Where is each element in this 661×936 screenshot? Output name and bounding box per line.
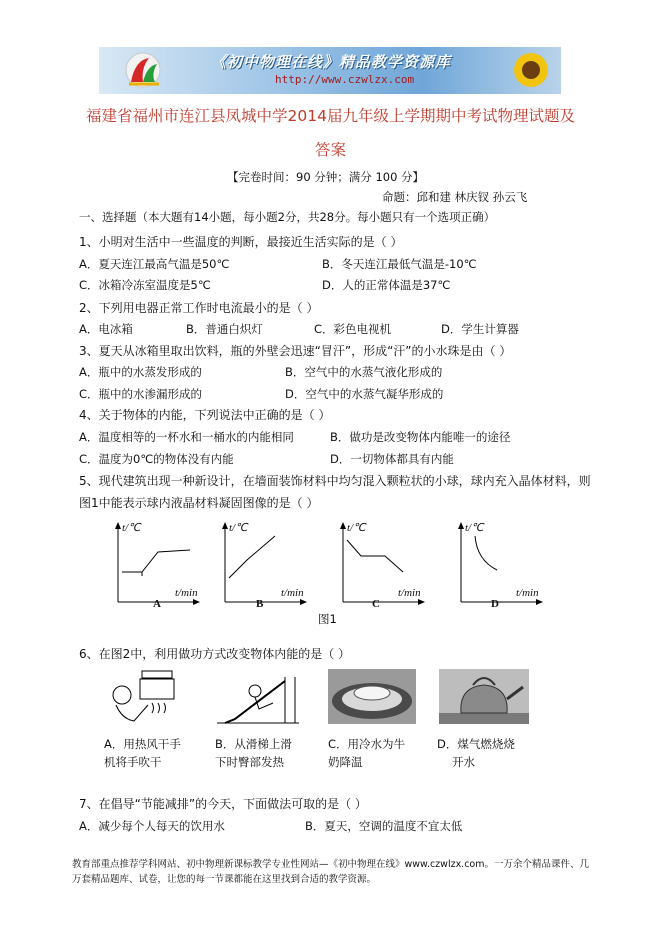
banner-url[interactable]: http://www.czwlzx.com <box>275 73 415 86</box>
q4-option-b: B．做功是改变物体内能唯一的途径 <box>330 430 511 444</box>
graph-d-y-label: t/℃ <box>465 522 484 534</box>
q1-option-a: A．夏天连江最高气温是50℃ <box>79 257 230 271</box>
graph-c-y-label: t/℃ <box>347 522 366 534</box>
q4-option-d: D．一切物体都具有内能 <box>330 452 454 466</box>
graph-a-label: A <box>153 598 161 610</box>
q2-option-a: A．电冰箱 <box>79 322 133 336</box>
q6-caption-c-2: 奶降温 <box>328 755 363 769</box>
graph-a-x-label: t/min <box>175 587 198 599</box>
page-title: 福建省福州市连江县凤城中学2014届九年级上学期期中考试物理试题及 <box>86 107 575 125</box>
q6-caption-b-1: B．从滑梯上滑 <box>215 737 292 751</box>
site-logo-icon <box>121 52 165 89</box>
graph-c-x-label: t/min <box>398 587 421 599</box>
q4-option-a: A．温度相等的一杯水和一桶水的内能相同 <box>79 430 294 444</box>
question-5-cont: 图1中能表示球内液晶材料凝固图像的是（ ） <box>79 496 319 510</box>
exam-info: 【完卷时间：90 分钟；满分 100 分】 <box>227 170 425 184</box>
q7-option-b: B．夏天，空调的温度不宜太低 <box>305 819 463 833</box>
question-3: 3、夏天从冰箱里取出饮料，瓶的外壁会迅速“冒汗”，形成“汗”的小水珠是由（ ） <box>79 344 512 358</box>
graph-b-y-label: t/℃ <box>229 522 248 534</box>
graph-d <box>453 520 553 616</box>
q3-option-b: B．空气中的水蒸气液化形成的 <box>285 365 443 379</box>
q1-option-b: B．冬天连江最低气温是-10℃ <box>322 257 477 271</box>
sunflower-icon <box>507 49 555 92</box>
question-1: 1、小明对生活中一些温度的判断，最接近生活实际的是（ ） <box>79 235 403 249</box>
q1-option-c: C．冰箱冷冻室温度是5℃ <box>79 278 211 292</box>
graph-c-label: C <box>372 598 380 610</box>
figure-1-caption: 图1 <box>318 612 337 626</box>
q2-option-b: B．普通白炽灯 <box>186 322 263 336</box>
q6-caption-b-2: 下时臀部发热 <box>215 755 284 769</box>
graph-d-label: D <box>491 598 499 610</box>
site-banner <box>99 47 561 94</box>
question-6: 6、在图2中，利用做功方式改变物体内能的是（ ） <box>79 647 351 661</box>
graph-c <box>335 520 435 616</box>
slide-image <box>215 669 301 727</box>
q7-option-a: A．减少每个人每天的饮用水 <box>79 819 225 833</box>
q6-caption-a-1: A．用热风干手 <box>104 737 181 751</box>
q4-option-c: C．温度为0℃的物体没有内能 <box>79 452 234 466</box>
q6-caption-c-1: C．用冷水为牛 <box>328 737 406 751</box>
graph-b-x-label: t/min <box>281 587 304 599</box>
q6-caption-a-2: 机将手吹干 <box>104 755 162 769</box>
authors: 命题：邱和建 林庆钗 孙云飞 <box>382 190 528 204</box>
q2-option-c: C．彩色电视机 <box>314 322 392 336</box>
q3-option-d: D．空气中的水蒸气凝华形成的 <box>285 387 444 401</box>
graph-d-x-label: t/min <box>516 587 539 599</box>
question-4: 4、关于物体的内能，下列说法中正确的是（ ） <box>79 408 331 422</box>
graph-a-y-label: t/℃ <box>122 522 141 534</box>
graph-b <box>217 520 317 616</box>
banner-title: 《初中物理在线》精品教学资源库 <box>211 53 452 71</box>
q1-option-d: D．人的正常体温是37℃ <box>322 278 451 292</box>
graph-b-label: B <box>256 598 264 610</box>
page-footer: 教育部重点推荐学科网站、初中物理新课标教学专业性网站—《初中物理在线》www.czwlzx.com。一万余个精品课件、几万套精品题库、试卷，让您的每一节课都能在这里找到合适的教学资源。 <box>72 859 589 885</box>
kettle-image <box>439 669 529 724</box>
q3-option-c: C．瓶中的水渗漏形成的 <box>79 387 203 401</box>
section-heading: 一、选择题（本大题有14小题，每小题2分，共28分。每小题只有一个选项正确） <box>79 210 496 224</box>
question-2: 2、下列用电器正常工作时电流最小的是（ ） <box>79 301 319 315</box>
q2-option-d: D．学生计算器 <box>441 322 519 336</box>
milk-cooling-image <box>328 669 416 724</box>
question-5: 5、现代建筑出现一种新设计，在墙面装饰材料中均匀混入颗粒状的小球，球内充入晶体材料，则 <box>79 474 591 488</box>
q3-option-a: A．瓶中的水蒸发形成的 <box>79 365 202 379</box>
page-title-cont: 答案 <box>314 141 346 159</box>
q6-caption-d-1: D．煤气燃烧烧 <box>437 737 515 751</box>
question-7: 7、在倡导“节能减排”的今天，下面做法可取的是（ ） <box>79 797 367 811</box>
hand-dryer-image <box>104 669 194 727</box>
q6-caption-d-2: 开水 <box>452 755 475 769</box>
